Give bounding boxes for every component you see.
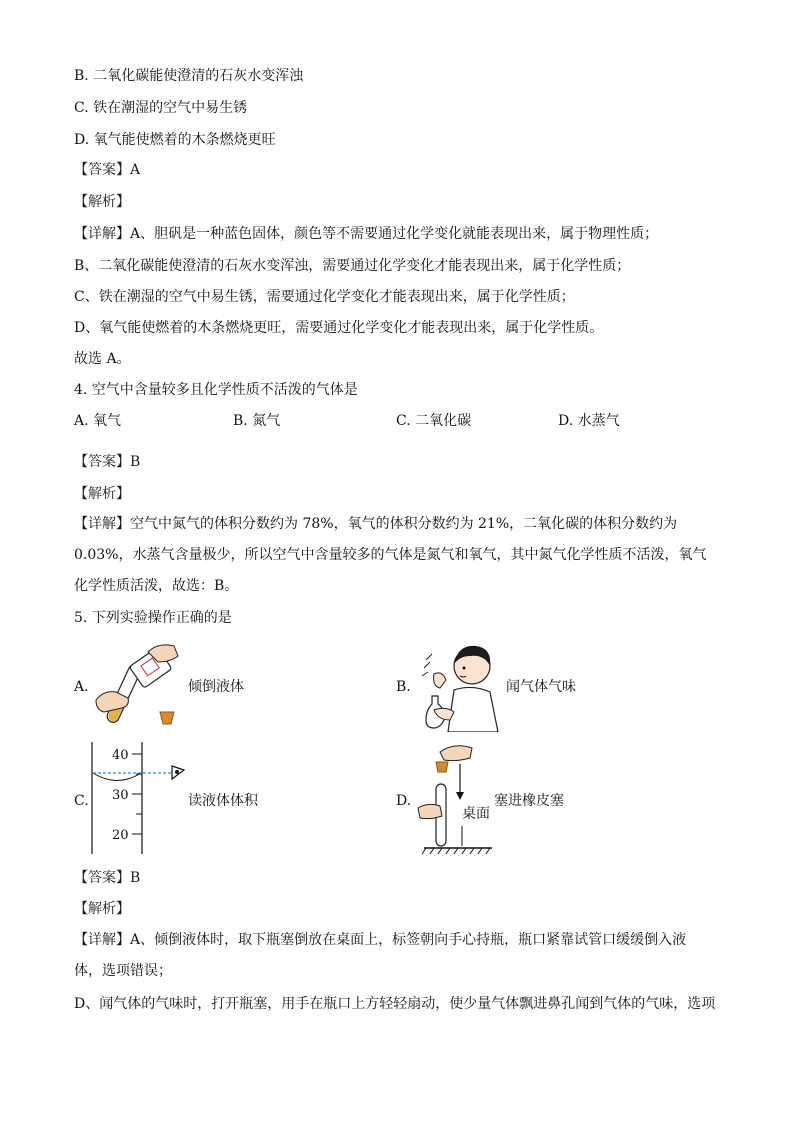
q5-answer: 【答案】B [74, 870, 141, 886]
q3-detail-line: D、氧气能使燃着的木条燃烧更旺，需要通过化学变化才能表现出来，属于化学性质。 [74, 320, 604, 336]
smelling-gas-figure [414, 640, 506, 732]
q5-option-d-label: 塞进橡皮塞 [494, 793, 564, 809]
tick-label: 20 [112, 828, 129, 843]
q5-option-a-label: 倾倒液体 [188, 679, 244, 695]
stopper-insert-figure [414, 740, 498, 856]
q5-option-b-label: 闻气体气味 [506, 679, 576, 695]
q5-analysis-heading: 【解析】 [74, 901, 130, 917]
q5-option-c-label: 读液体体积 [188, 793, 258, 809]
q3-analysis-heading: 【解析】 [74, 194, 130, 210]
q4-option-a: A. 氧气 [74, 413, 122, 429]
q3-detail-line: C、铁在潮湿的空气中易生锈，需要通过化学变化才能表现出来，属于化学性质； [74, 289, 575, 305]
q5-detail-a: 【详解】A、倾倒液体时，取下瓶塞倒放在桌面上，标签朝向手心持瓶，瓶口紧靠试管口缓缓倒入液体，选项错误； [74, 932, 687, 979]
pouring-liquid-figure [92, 640, 188, 735]
q5-stem: 5. 下列实验操作正确的是 [74, 610, 232, 626]
q5-option-b-letter: B. [396, 679, 411, 695]
cylinder-reading-figure [88, 742, 188, 854]
q4-detail: 【详解】空气中氮气的体积分数约为 78%，氧气的体积分数约为 21%，二氧化碳的体积分数约为 0.03%，水蒸气含量极少，所以空气中含量较多的气体是氮气和氧气，其中氮气化学性质不活泼，氧气化学性质活泼，故选：B。 [74, 516, 707, 594]
q5-option-d-letter: D. [396, 793, 412, 809]
q4-stem: 4. 空气中含量较多且化学性质不活泼的气体是 [74, 382, 358, 398]
q4-analysis-heading: 【解析】 [74, 486, 130, 502]
q4-answer: 【答案】B [74, 454, 141, 470]
q3-detail-line: 【详解】A、胆矾是一种蓝色固体，颜色等不需要通过化学变化就能表现出来，属于物理性质； [74, 226, 659, 242]
q5-detail-d: D、闻气体的气味时，打开瓶塞，用手在瓶口上方轻轻扇动，使少量气体飘进鼻孔闻到气体的气味，选项 [74, 996, 716, 1012]
q4-option-b: B. 氮气 [233, 413, 281, 429]
option-b-text: B. 二氧化碳能使澄清的石灰水变浑浊 [74, 68, 304, 84]
q5-option-c-letter: C. [74, 793, 89, 809]
q3-answer: 【答案】A [74, 162, 141, 178]
q3-detail-line: B、二氧化碳能使澄清的石灰水变浑浊，需要通过化学变化才能表现出来，属于化学性质； [74, 258, 631, 274]
table-surface-label: 桌面 [462, 806, 490, 822]
option-c-text: C. 铁在潮湿的空气中易生锈 [74, 100, 248, 116]
q4-option-d: D. 水蒸气 [558, 413, 620, 429]
q3-conclusion: 故选 A。 [74, 351, 131, 367]
q4-option-c: C. 二氧化碳 [396, 413, 472, 429]
tick-label: 30 [112, 788, 129, 803]
option-d-text: D. 氧气能使燃着的木条燃烧更旺 [74, 132, 276, 148]
q5-option-a-letter: A. [74, 679, 89, 695]
tick-label: 40 [112, 748, 129, 763]
